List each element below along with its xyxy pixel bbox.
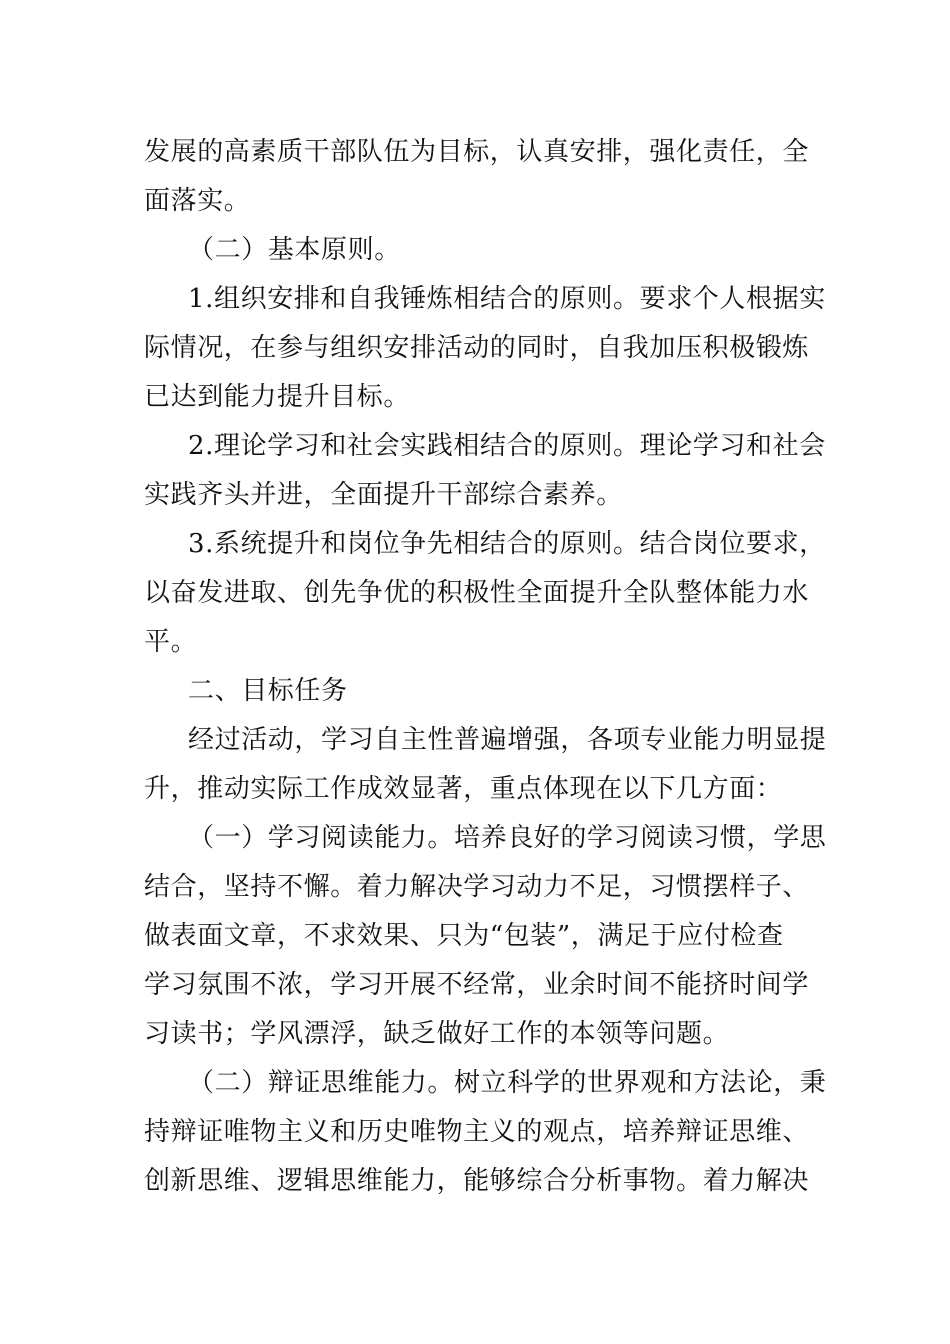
- text-line: 2.理论学习和社会实践相结合的原则。理论学习和社会: [188, 431, 826, 461]
- text-line: 发展的高素质干部队伍为目标，认真安排，强化责任，全: [144, 137, 810, 167]
- text-line: 实践齐头并进，全面提升干部综合素养。: [144, 480, 623, 510]
- text-line: 升，推动实际工作成效显著，重点体现在以下几方面：: [144, 774, 783, 804]
- text-line: 创新思维、逻辑思维能力，能够综合分析事物。着力解决: [144, 1166, 810, 1196]
- text-line: （二）辩证思维能力。树立科学的世界观和方法论，秉: [188, 1068, 827, 1098]
- text-line: 持辩证唯物主义和历史唯物主义的观点，培养辩证思维、: [144, 1117, 810, 1147]
- text-line: 以奋发进取、创先争优的积极性全面提升全队整体能力水: [144, 578, 810, 608]
- text-line: 3.系统提升和岗位争先相结合的原则。结合岗位要求，: [188, 529, 826, 559]
- text-line: 平。: [144, 627, 198, 657]
- text-line: 际情况，在参与组织安排活动的同时，自我加压积极锻炼: [144, 333, 810, 363]
- text-line: 做表面文章，不求效果、只为“包装”，满足于应付检查: [144, 921, 784, 951]
- text-line: 习读书；学风漂浮，缺乏做好工作的本领等问题。: [144, 1019, 730, 1049]
- text-line: 1.组织安排和自我锤炼相结合的原则。要求个人根据实: [188, 284, 826, 314]
- section-heading: （二）基本原则。: [188, 235, 401, 265]
- text-line: 已达到能力提升目标。: [144, 382, 411, 412]
- text-line: 面落实。: [144, 186, 251, 216]
- text-line: 经过活动，学习自主性普遍增强，各项专业能力明显提: [188, 725, 827, 755]
- text-line: 结合，坚持不懈。着力解决学习动力不足，习惯摆样子、: [144, 872, 810, 902]
- text-line: （一）学习阅读能力。培养良好的学习阅读习惯，学思: [188, 823, 827, 853]
- section-heading: 二、目标任务: [188, 676, 348, 706]
- text-line: 学习氛围不浓，学习开展不经常，业余时间不能挤时间学: [144, 970, 810, 1000]
- document-body: [144, 128, 827, 1206]
